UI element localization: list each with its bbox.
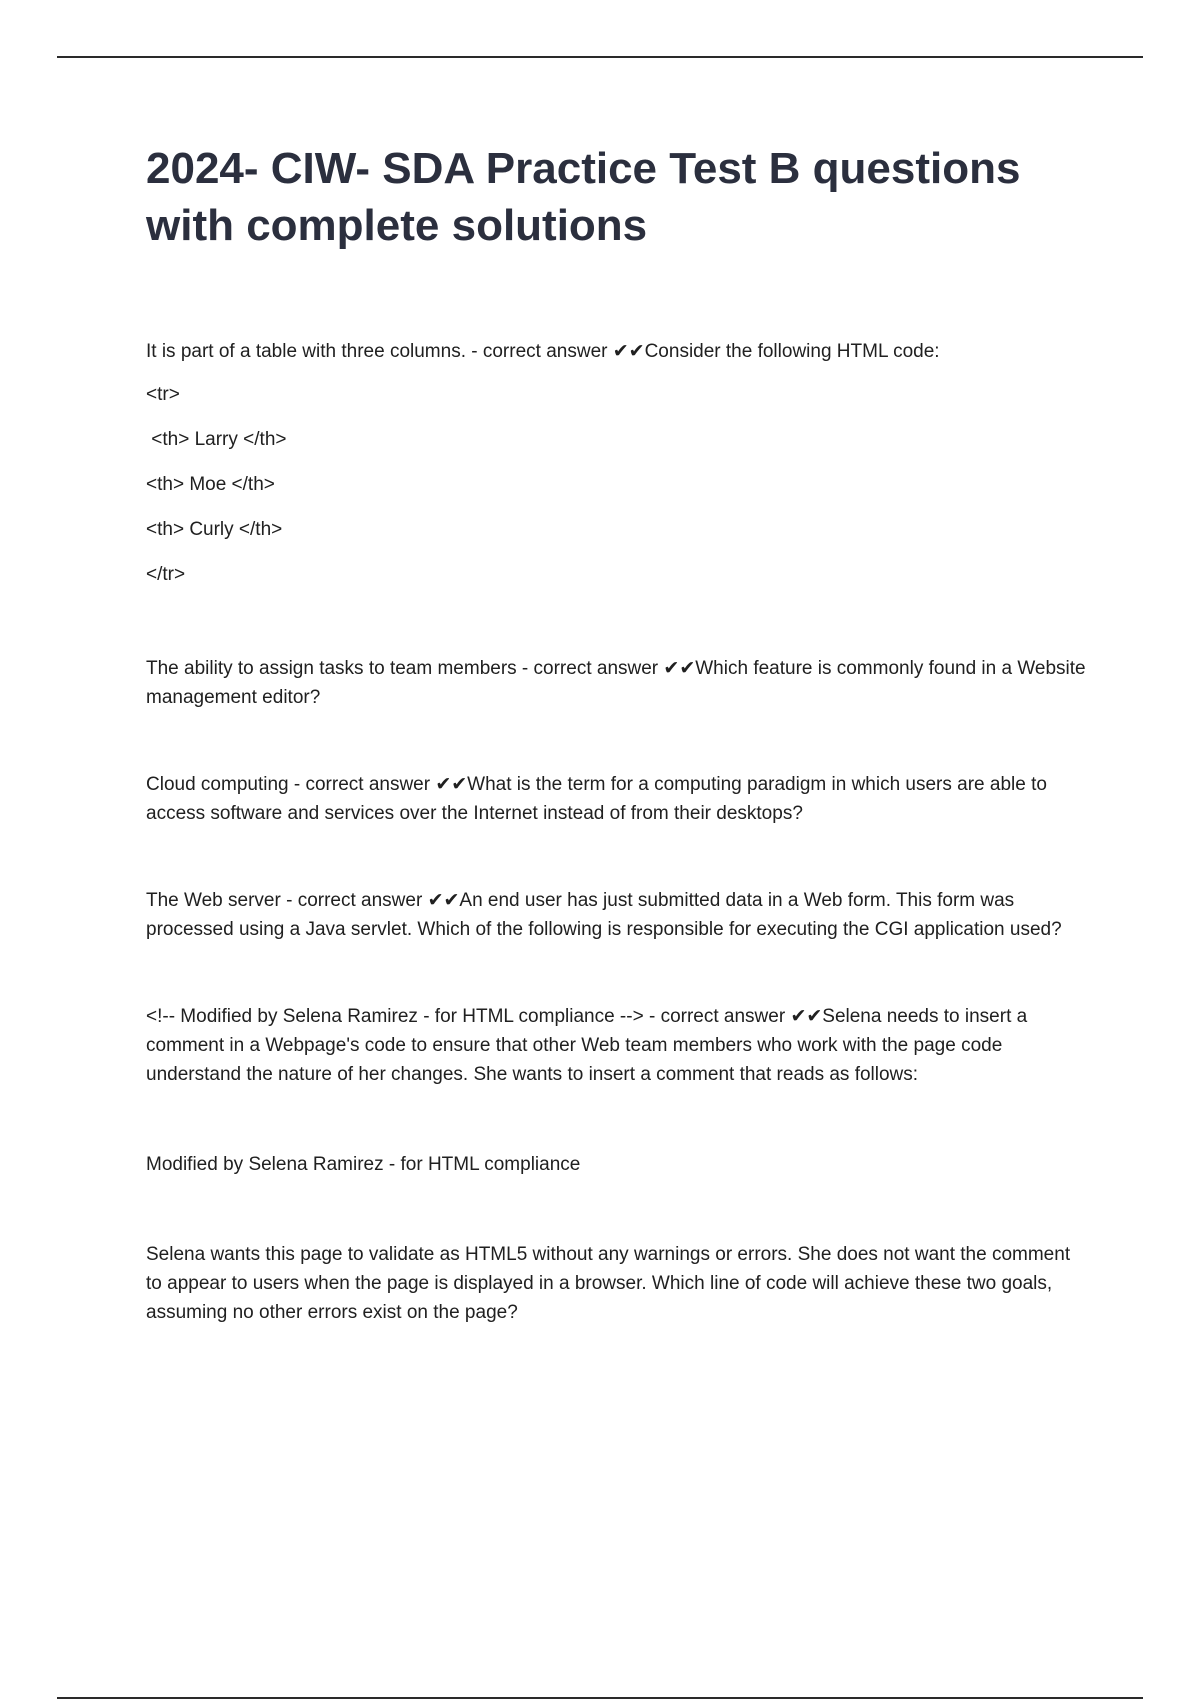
code-line: <th> Moe </th>: [146, 474, 275, 495]
qa-list: [146, 337, 1086, 1327]
document-body: [146, 140, 1086, 1385]
code-line: <th> Curly </th>: [146, 519, 283, 540]
bottom-rule: [57, 1697, 1143, 1699]
qa-followup-text: Selena wants this page to validate as HTML5 without any warnings or errors. She does not want the comment to appear to users when the page is displayed in a browser. Which line of code will achieve these two goals, assuming no other errors exist on the page?: [146, 1244, 1071, 1323]
qa-entry-text: <!-- Modified by Selena Ramirez - for HTML compliance --> - correct answer ✔✔Selena needs to insert a comment in a Webpage's code to ensure that other Web team members who work with the page code understand the nature of her changes. She wants to insert a comment that reads as follows:: [146, 1006, 1028, 1085]
qa-entry-2: [146, 654, 1086, 712]
code-line: </tr>: [146, 564, 186, 585]
qa-entry-1: [146, 337, 1086, 589]
qa-entry-5: [146, 1002, 1086, 1327]
document-title: 2024- CIW- SDA Practice Test B questions with complete solutions: [146, 144, 1021, 250]
code-line: <tr>: [146, 384, 180, 405]
qa-entry-4: [146, 886, 1086, 944]
qa-entry-text: It is part of a table with three columns. - correct answer ✔✔Consider the following HTML code:: [146, 341, 940, 362]
qa-quoted-comment: Modified by Selena Ramirez - for HTML compliance: [146, 1154, 581, 1175]
html-code-block: [146, 380, 1086, 589]
top-rule: [57, 56, 1143, 58]
qa-entry-text: Cloud computing - correct answer ✔✔What is the term for a computing paradigm in which users are able to access software and services over the Internet instead of from their desktops?: [146, 774, 1047, 824]
code-line: <th> Larry </th>: [146, 429, 287, 450]
qa-entry-text: The ability to assign tasks to team members - correct answer ✔✔Which feature is commonly found in a Website management editor?: [146, 658, 1086, 708]
qa-entry-text: The Web server - correct answer ✔✔An end user has just submitted data in a Web form. This form was processed using a Java servlet. Which of the following is responsible for executing the CGI application used?: [146, 890, 1062, 940]
qa-entry-3: [146, 770, 1086, 828]
